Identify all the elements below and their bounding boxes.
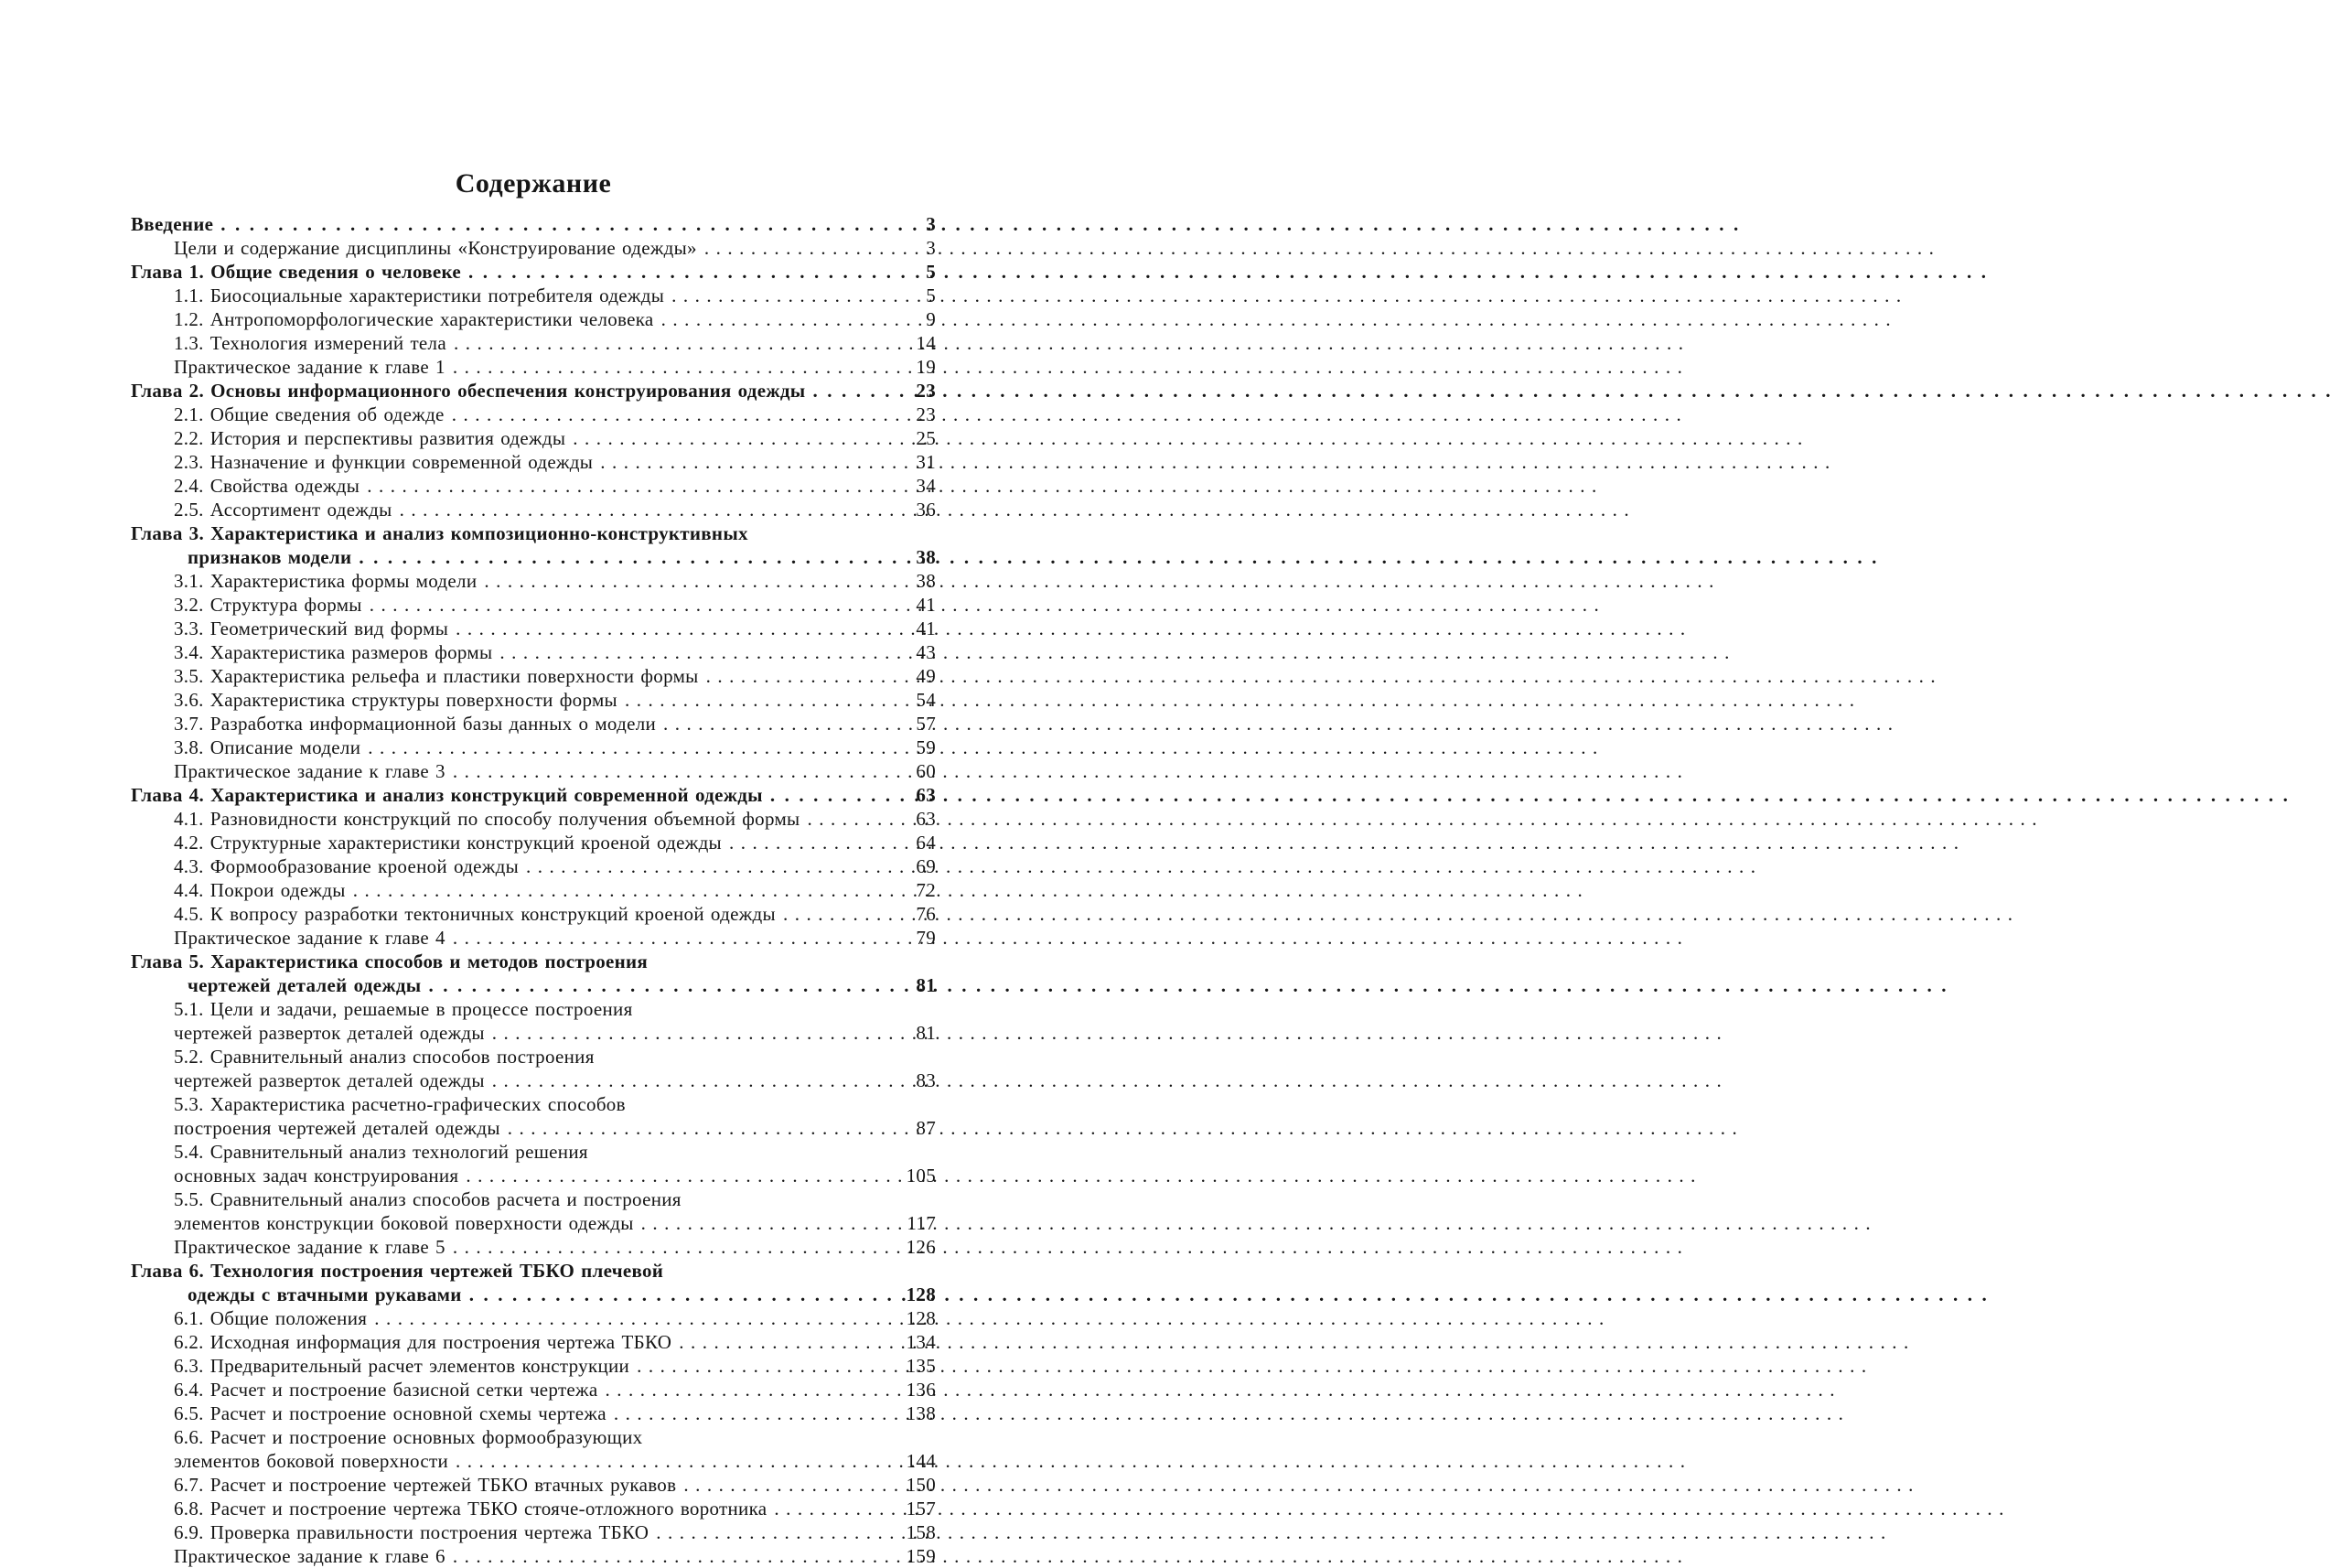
toc-entry-text: 6.9. Проверка правильности построения чертежа ТБКО: [174, 1521, 649, 1543]
toc-line: [131, 331, 936, 355]
toc-line: [131, 902, 936, 926]
toc-line: [131, 926, 936, 950]
dot-leader: [453, 355, 914, 379]
toc-entry-text: 3.1. Характеристика формы модели: [174, 570, 478, 592]
toc-line: [131, 783, 936, 807]
toc-entry-text: одежды с втачными рукавами: [188, 1283, 462, 1305]
dot-leader: [453, 1544, 904, 1568]
toc-entry-text: Практическое задание к главе 4: [174, 927, 445, 949]
toc-page-number: 72: [916, 879, 936, 901]
toc-entry-text: 2.3. Назначение и функции современной одежды: [174, 451, 594, 473]
dot-leader: [671, 284, 923, 307]
toc-entry-text: 4.3. Формообразование кроеной одежды: [174, 855, 520, 877]
toc-entry-text: 4.4. Покрои одежды: [174, 879, 346, 901]
toc-line: [131, 878, 936, 902]
dot-leader: [456, 1449, 904, 1473]
toc-line: [131, 355, 936, 379]
toc-entry-text: 3.2. Структура формы: [174, 594, 362, 616]
toc-entry-text: 1.1. Биосоциальные характеристики потребителя одежды: [174, 285, 665, 306]
table-of-contents: [131, 212, 936, 1568]
toc-line: [131, 688, 936, 712]
dot-leader: [484, 569, 913, 593]
toc-entry: [131, 926, 936, 950]
toc-page-number: 144: [906, 1450, 936, 1472]
toc-entry: [131, 331, 936, 355]
toc-entry: [131, 664, 936, 688]
toc-line: [131, 569, 936, 593]
toc-entry: [131, 260, 936, 284]
toc-page-number: 31: [916, 451, 936, 473]
toc-page-number: 117: [907, 1212, 936, 1234]
toc-entry: [131, 1235, 936, 1259]
toc-line: [131, 1354, 936, 1378]
toc-page-number: 83: [916, 1069, 936, 1091]
dot-leader: [600, 450, 913, 474]
toc-line: [131, 973, 936, 997]
dot-leader: [220, 212, 923, 236]
toc-entry: [131, 498, 936, 521]
toc-line: [131, 950, 936, 973]
toc-entry-text: 5.1. Цели и задачи, решаемые в процессе построения: [174, 998, 633, 1020]
dot-leader: [813, 379, 914, 403]
toc-entry-text: Глава 5. Характеристика способов и методов построения: [131, 950, 649, 972]
toc-line: [131, 1116, 936, 1140]
dot-leader: [492, 1069, 914, 1092]
toc-line: [131, 1259, 936, 1283]
toc-entry: [131, 1473, 936, 1497]
dot-leader: [453, 759, 914, 783]
toc-entry-text: Практическое задание к главе 6: [174, 1545, 445, 1567]
dot-leader: [452, 403, 914, 426]
toc-entry-text: 3.3. Геометрический вид формы: [174, 618, 449, 639]
toc-entry: [131, 1045, 936, 1092]
toc-page-number: 34: [916, 475, 936, 497]
toc-page-number: 76: [916, 903, 936, 925]
toc-page-number: 5: [926, 285, 936, 306]
toc-line: [131, 1425, 936, 1449]
dot-leader: [453, 926, 914, 950]
toc-line: [131, 1164, 936, 1187]
toc-entry: [131, 212, 936, 236]
toc-entry-text: 6.4. Расчет и построение базисной сетки чертежа: [174, 1379, 598, 1401]
toc-entry-text: 6.8. Расчет и построение чертежа ТБКО стояче-отложного воротника: [174, 1498, 767, 1520]
toc-page-number: 63: [916, 784, 936, 806]
toc-page-number: 138: [906, 1402, 936, 1424]
toc-line: [131, 1092, 936, 1116]
toc-entry: [131, 759, 936, 783]
page-title: Содержание: [455, 168, 612, 199]
dot-leader: [704, 236, 923, 260]
dot-leader: [456, 617, 913, 640]
dot-leader: [469, 1283, 904, 1306]
toc-entry-text: 1.2. Антропоморфологические характеристики человека: [174, 308, 654, 330]
toc-page-number: 126: [906, 1236, 936, 1258]
toc-page-number: 158: [906, 1521, 936, 1543]
toc-page-number: 38: [916, 546, 936, 568]
dot-leader: [770, 783, 914, 807]
dot-leader: [663, 712, 913, 736]
toc-entry: [131, 474, 936, 498]
toc-page-number: 128: [906, 1283, 936, 1305]
dot-leader: [656, 1520, 903, 1544]
toc-entry-text: 3.8. Описание модели: [174, 736, 361, 758]
toc-page-number: 64: [916, 832, 936, 854]
toc-entry-text: Цели и содержание дисциплины «Конструирование одежды»: [174, 237, 697, 259]
toc-page-number: 43: [916, 641, 936, 663]
dot-leader: [367, 474, 913, 498]
toc-line: [131, 1069, 936, 1092]
toc-line: [131, 1021, 936, 1045]
toc-page-number: 23: [916, 403, 936, 425]
toc-line: [131, 1140, 936, 1164]
dot-leader: [499, 640, 913, 664]
toc-line: [131, 736, 936, 759]
toc-entry-text: 1.3. Технология измерений тела: [174, 332, 446, 354]
toc-line: [131, 1544, 936, 1568]
toc-entry: [131, 950, 936, 997]
toc-page-number: 105: [906, 1165, 936, 1187]
toc-entry: [131, 902, 936, 926]
toc-entry-text: чертежей разверток деталей одежды: [174, 1022, 485, 1044]
toc-entry: [131, 1378, 936, 1402]
toc-entry: [131, 593, 936, 617]
toc-page-number: 81: [916, 974, 936, 996]
toc-entry-text: Глава 2. Основы информационного обеспечения конструирования одежды: [131, 380, 806, 402]
toc-entry-text: построения чертежей деталей одежды: [174, 1117, 500, 1139]
toc-entry: [131, 878, 936, 902]
toc-page-number: 23: [916, 380, 936, 402]
toc-page-number: 3: [926, 237, 936, 259]
toc-line: [131, 1330, 936, 1354]
toc-line: [131, 379, 936, 403]
toc-entry: [131, 1140, 936, 1187]
toc-entry: [131, 379, 936, 403]
toc-page-number: 57: [916, 713, 936, 735]
toc-entry-text: чертежей деталей одежды: [188, 974, 422, 996]
dot-leader: [400, 498, 914, 521]
toc-page-number: 41: [916, 594, 936, 616]
toc-page-number: 150: [906, 1474, 936, 1496]
toc-line: [131, 545, 936, 569]
toc-entry-text: элементов боковой поверхности: [174, 1450, 448, 1472]
toc-entry-text: 4.5. К вопросу разработки тектоничных конструкций кроеной одежды: [174, 903, 776, 925]
toc-line: [131, 1187, 936, 1211]
toc-entry-text: 2.5. Ассортимент одежды: [174, 499, 392, 521]
dot-leader: [625, 688, 913, 712]
toc-line: [131, 1497, 936, 1520]
toc-line: [131, 284, 936, 307]
toc-page-number: 159: [906, 1545, 936, 1567]
toc-entry: [131, 1354, 936, 1378]
dot-leader: [706, 664, 914, 688]
toc-page-number: 3: [926, 213, 936, 235]
toc-entry-text: 6.1. Общие положения: [174, 1307, 368, 1329]
toc-page-number: 134: [906, 1331, 936, 1353]
toc-entry: [131, 1497, 936, 1520]
toc-entry-text: 6.5. Расчет и построение основной схемы чертежа: [174, 1402, 606, 1424]
toc-page-number: 9: [926, 308, 936, 330]
toc-page-number: 19: [916, 356, 936, 378]
dot-leader: [729, 831, 913, 854]
toc-line: [131, 1520, 936, 1544]
toc-entry-text: 3.4. Характеристика размеров формы: [174, 641, 493, 663]
dot-leader: [492, 1021, 914, 1045]
toc-entry: [131, 1259, 936, 1306]
toc-entry: [131, 284, 936, 307]
toc-line: [131, 1378, 936, 1402]
toc-entry-text: 6.3. Предварительный расчет элементов конструкции: [174, 1355, 630, 1377]
toc-entry-text: 5.5. Сравнительный анализ способов расчета и построения: [174, 1188, 682, 1210]
toc-entry: [131, 807, 936, 831]
toc-entry: [131, 1330, 936, 1354]
toc-entry: [131, 997, 936, 1045]
toc-page-number: 128: [906, 1307, 936, 1329]
toc-entry-text: 3.7. Разработка информационной базы данных о модели: [174, 713, 657, 735]
dot-leader: [370, 593, 914, 617]
dot-leader: [368, 736, 913, 759]
toc-entry: [131, 1402, 936, 1425]
toc-entry: [131, 617, 936, 640]
toc-line: [131, 260, 936, 284]
toc-entry-text: 2.4. Свойства одежды: [174, 475, 360, 497]
dot-leader: [573, 426, 913, 450]
dot-leader: [359, 545, 913, 569]
toc-line: [131, 617, 936, 640]
toc-entry-text: Глава 6. Технология построения чертежей ТБКО плечевой: [131, 1260, 664, 1282]
book-page: [0, 0, 1080, 1567]
toc-page-number: 157: [906, 1498, 936, 1520]
toc-line: [131, 212, 936, 236]
toc-page-number: 69: [916, 855, 936, 877]
toc-page-number: 36: [916, 499, 936, 521]
dot-leader: [661, 307, 924, 331]
dot-leader: [508, 1116, 914, 1140]
dot-leader: [454, 331, 913, 355]
toc-entry-text: Глава 3. Характеристика и анализ композиционно-конструктивных: [131, 522, 748, 544]
toc-line: [131, 759, 936, 783]
toc-page-number: 87: [916, 1117, 936, 1139]
toc-page-number: 38: [916, 570, 936, 592]
toc-entry-text: основных задач конструирования: [174, 1165, 459, 1187]
toc-entry-text: элементов конструкции боковой поверхности одежды: [174, 1212, 634, 1234]
dot-leader: [468, 260, 923, 284]
toc-page-number: 5: [926, 261, 936, 283]
toc-line: [131, 1283, 936, 1306]
toc-line: [131, 593, 936, 617]
toc-entry-text: 5.4. Сравнительный анализ технологий решения: [174, 1141, 588, 1163]
toc-line: [131, 712, 936, 736]
toc-line: [131, 307, 936, 331]
toc-entry: [131, 403, 936, 426]
toc-page-number: 25: [916, 427, 936, 449]
toc-page-number: 59: [916, 736, 936, 758]
toc-line: [131, 236, 936, 260]
toc-line: [131, 521, 936, 545]
toc-page-number: 63: [916, 808, 936, 830]
toc-line: [131, 807, 936, 831]
dot-leader: [614, 1402, 904, 1425]
dot-leader: [679, 1330, 903, 1354]
toc-entry-text: 4.2. Структурные характеристики конструкций кроеной одежды: [174, 832, 722, 854]
toc-page-number: 79: [916, 927, 936, 949]
toc-line: [131, 1402, 936, 1425]
toc-line: [131, 831, 936, 854]
toc-entry: [131, 1187, 936, 1235]
toc-entry: [131, 854, 936, 878]
toc-entry: [131, 1544, 936, 1568]
toc-line: [131, 1306, 936, 1330]
toc-page-number: 49: [916, 665, 936, 687]
toc-line: [131, 498, 936, 521]
dot-leader: [605, 1378, 903, 1402]
toc-entry: [131, 1092, 936, 1140]
toc-entry-text: 5.3. Характеристика расчетно-графических способов: [174, 1093, 626, 1115]
toc-line: [131, 403, 936, 426]
toc-entry: [131, 569, 936, 593]
toc-entry: [131, 450, 936, 474]
toc-entry-text: 3.5. Характеристика рельефа и пластики поверхности формы: [174, 665, 699, 687]
toc-entry: [131, 831, 936, 854]
toc-entry-text: Практическое задание к главе 5: [174, 1236, 445, 1258]
toc-entry-text: 2.2. История и перспективы развития одежды: [174, 427, 566, 449]
dot-leader: [526, 854, 913, 878]
toc-entry: [131, 688, 936, 712]
dot-leader: [683, 1473, 903, 1497]
toc-line: [131, 1235, 936, 1259]
toc-entry-text: чертежей разверток деталей одежды: [174, 1069, 485, 1091]
dot-leader: [783, 902, 913, 926]
dot-leader: [774, 1497, 903, 1520]
dot-leader: [374, 1306, 903, 1330]
toc-entry-text: Практическое задание к главе 3: [174, 760, 445, 782]
toc-entry-text: 5.2. Сравнительный анализ способов построения: [174, 1046, 595, 1068]
toc-entry: [131, 521, 936, 569]
toc-page-number: 54: [916, 689, 936, 711]
toc-entry: [131, 236, 936, 260]
toc-line: [131, 854, 936, 878]
toc-entry: [131, 1306, 936, 1330]
dot-leader: [428, 973, 913, 997]
toc-entry: [131, 307, 936, 331]
toc-entry-text: 4.1. Разновидности конструкций по способу получения объемной формы: [174, 808, 800, 830]
toc-entry-text: Введение: [131, 213, 214, 235]
toc-entry-text: Практическое задание к главе 1: [174, 356, 445, 378]
toc-line: [131, 450, 936, 474]
toc-entry-text: 6.6. Расчет и построение основных формообразующих: [174, 1426, 643, 1448]
toc-entry: [131, 640, 936, 664]
toc-entry-text: 6.7. Расчет и построение чертежей ТБКО втачных рукавов: [174, 1474, 677, 1496]
toc-line: [131, 640, 936, 664]
dot-leader: [641, 1211, 905, 1235]
toc-line: [131, 1449, 936, 1473]
toc-entry-text: 2.1. Общие сведения об одежде: [174, 403, 445, 425]
toc-page-number: 41: [916, 618, 936, 639]
toc-page-number: 14: [916, 332, 936, 354]
toc-line: [131, 1473, 936, 1497]
toc-entry-text: Глава 1. Общие сведения о человеке: [131, 261, 461, 283]
toc-entry-text: признаков модели: [188, 546, 352, 568]
toc-line: [131, 664, 936, 688]
toc-line: [131, 474, 936, 498]
toc-line: [131, 1045, 936, 1069]
toc-page-number: 135: [906, 1355, 936, 1377]
toc-page-number: 81: [916, 1022, 936, 1044]
toc-page-number: 60: [916, 760, 936, 782]
toc-entry: [131, 426, 936, 450]
toc-entry: [131, 783, 936, 807]
dot-leader: [353, 878, 914, 902]
dot-leader: [637, 1354, 904, 1378]
dot-leader: [453, 1235, 904, 1259]
dot-leader: [466, 1164, 903, 1187]
toc-line: [131, 1211, 936, 1235]
toc-entry: [131, 355, 936, 379]
toc-entry-text: 6.2. Исходная информация для построения чертежа ТБКО: [174, 1331, 672, 1353]
dot-leader: [807, 807, 913, 831]
toc-entry: [131, 736, 936, 759]
toc-line: [131, 997, 936, 1021]
toc-page-number: 136: [906, 1379, 936, 1401]
toc-entry: [131, 712, 936, 736]
toc-entry-text: Глава 4. Характеристика и анализ конструкций современной одежды: [131, 784, 763, 806]
toc-entry: [131, 1520, 936, 1544]
toc-line: [131, 426, 936, 450]
toc-entry: [131, 1425, 936, 1473]
toc-entry-text: 3.6. Характеристика структуры поверхности формы: [174, 689, 617, 711]
